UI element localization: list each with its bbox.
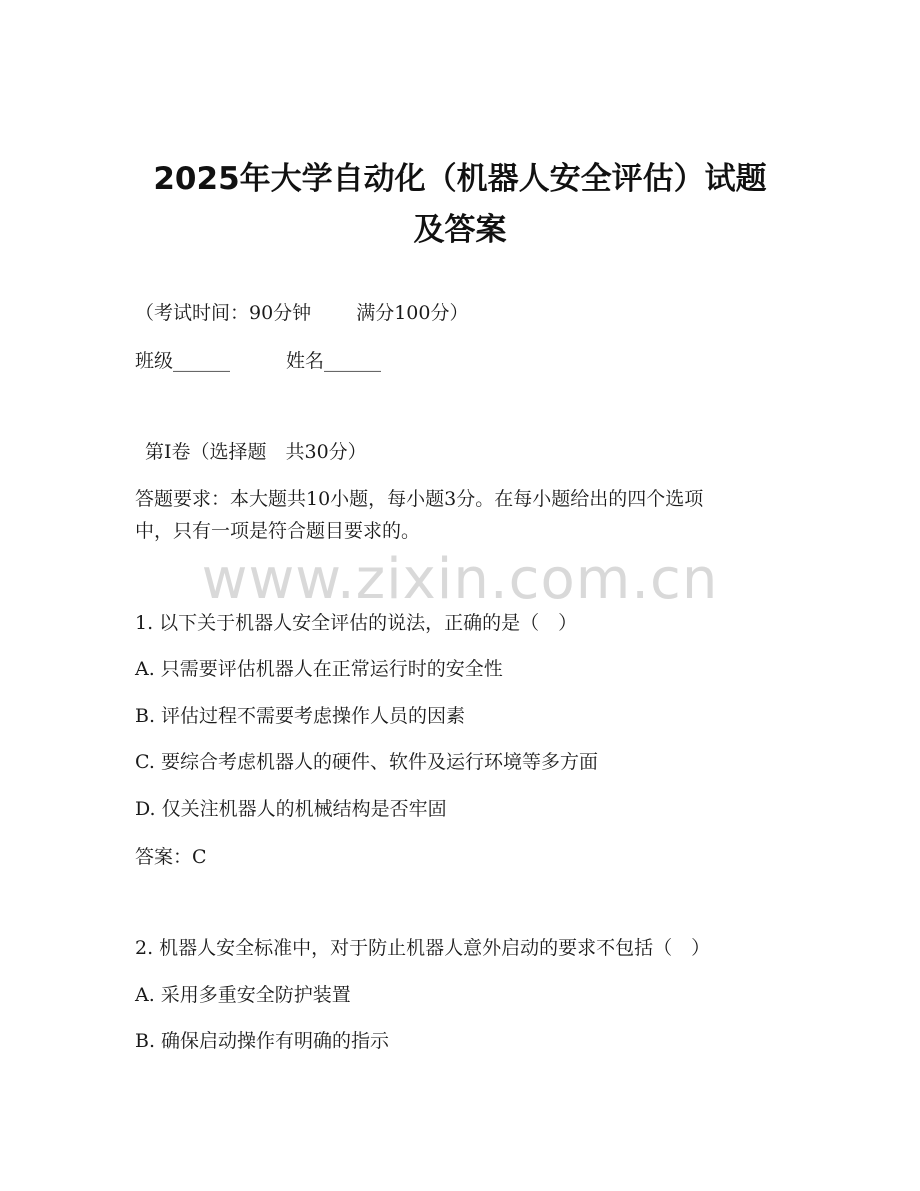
question-1-option-d: D. 仅关注机器人的机械结构是否牢固 (135, 798, 447, 820)
question-1-option-a: A. 只需要评估机器人在正常运行时的安全性 (135, 658, 503, 680)
watermark: www.zixin.com.cn (201, 547, 719, 612)
student-fields (135, 348, 381, 374)
section-header: 第Ⅰ卷（选择题 共30分） (145, 441, 367, 463)
question-1-answer: 答案：C (135, 846, 207, 868)
name-field: 姓名______ (286, 350, 382, 372)
question-1-option-c: C. 要综合考虑机器人的硬件、软件及运行环境等多方面 (135, 751, 598, 773)
question-1-option-b: B. 评估过程不需要考虑操作人员的因素 (135, 705, 466, 727)
document-title-line2: 及答案 (413, 212, 507, 248)
instructions-line1: 答题要求：本大题共10小题，每小题3分。在每小题给出的四个选项 (135, 488, 704, 510)
exam-full-score: 满分100分） (356, 302, 469, 324)
instructions-line2: 中，只有一项是符合题目要求的。 (135, 520, 421, 542)
exam-time: （考试时间：90分钟 (135, 302, 312, 324)
question-2-option-a: A. 采用多重安全防护装置 (135, 984, 351, 1006)
class-field: 班级______ (135, 350, 231, 372)
question-2-option-b: B. 确保启动操作有明确的指示 (135, 1030, 390, 1052)
question-1-stem: 1. 以下关于机器人安全评估的说法，正确的是（ ） (135, 612, 578, 634)
exam-info (135, 300, 468, 326)
question-2-stem: 2. 机器人安全标准中，对于防止机器人意外启动的要求不包括（ ） (135, 937, 711, 959)
document-title-line1: 2025年大学自动化（机器人安全评估）试题 (153, 161, 767, 197)
